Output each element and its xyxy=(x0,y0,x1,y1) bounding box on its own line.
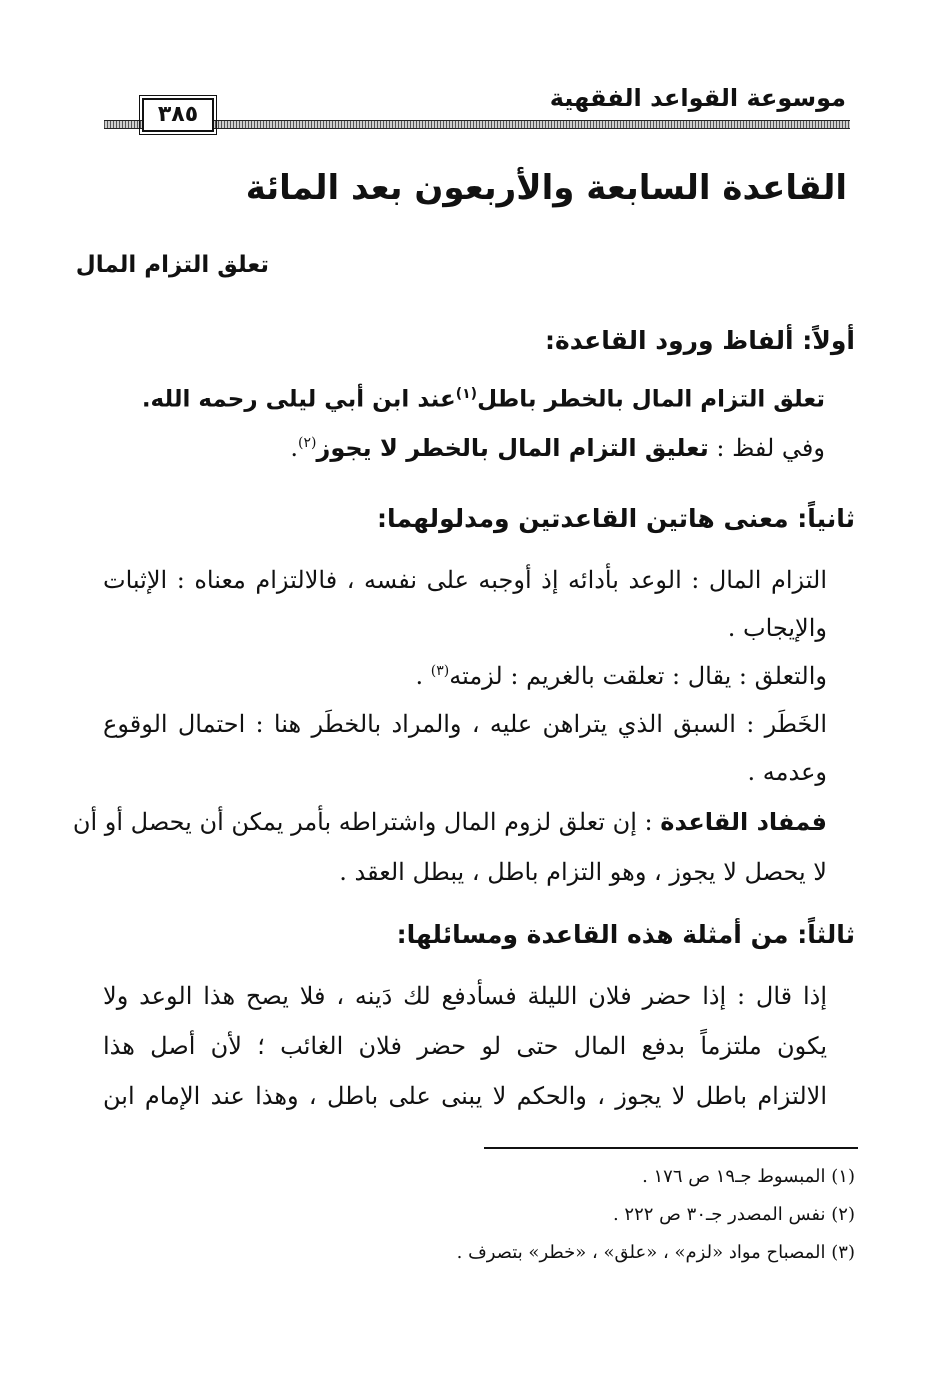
section1-line1 xyxy=(142,386,825,413)
section2-p3-line2: وعدمه . xyxy=(747,758,827,786)
footnote-ref-3: (٣) xyxy=(430,663,450,679)
book-title: موسوعة القواعد الفقهية xyxy=(549,84,846,112)
p4-label: فمفاد القاعدة xyxy=(660,808,827,836)
section1-line2 xyxy=(290,434,825,462)
footnote-3: (٣) المصباح مواد «لزم» ، «علق» ، «خطر» بتصرف . xyxy=(456,1242,855,1263)
section2-heading: ثانياً: معنى هاتين القاعدتين ومدلولهما: xyxy=(377,504,855,533)
page-header xyxy=(100,80,850,140)
header-rule xyxy=(104,120,850,129)
section3-line3: الالتزام باطل لا يجوز ، والحكم لا يبنى على باطل ، وهذا عند الإمام ابن xyxy=(103,1082,827,1110)
section1-heading: أولاً: ألفاظ ورود القاعدة: xyxy=(544,326,855,355)
section2-p2 xyxy=(415,662,827,690)
section2-p4-line2: لا يحصل لا يجوز ، وهو التزام باطل ، يبطل العقد . xyxy=(339,858,827,886)
footnote-ref-1: (١) xyxy=(455,386,478,402)
footnote-separator xyxy=(484,1147,858,1149)
section2-p4-line1 xyxy=(72,808,827,836)
alt-wording: تعليق التزام المال بالخطر لا يجوز xyxy=(316,434,709,462)
p2-end: . xyxy=(415,662,431,690)
rule-text: تعلق التزام المال بالخطر باطل xyxy=(477,386,825,413)
section2-p1-line2: والإيجاب . xyxy=(727,614,827,642)
p4-text: : إن تعلق لزوم المال واشتراطه بأمر يمكن أن يحصل أو أن xyxy=(72,808,661,836)
main-title: القاعدة السابعة والأربعون بعد المائة xyxy=(245,168,847,208)
footnote-ref-2: (٢) xyxy=(298,435,317,451)
section3-heading: ثالثاً: من أمثلة هذه القاعدة ومسائلها: xyxy=(396,920,855,949)
rule-text-rest: عند ابن أبي ليلى رحمه الله. xyxy=(141,386,456,413)
footnote-1: (١) المبسوط جـ١٩ ص ١٧٦ . xyxy=(642,1166,855,1187)
alt-wording-end: . xyxy=(290,434,299,462)
alt-wording-prefix: وفي لفظ : xyxy=(708,434,825,462)
section2-p3-line1: الخَطَر : السبق الذي يتراهن عليه ، والمراد بالخطَر هنا : احتمال الوقوع xyxy=(103,710,827,738)
rule-name: تعلق التزام المال xyxy=(75,252,269,278)
p2-text: والتعلق : يقال : تعلقت بالغريم : لزمته xyxy=(449,662,827,690)
page-number: ٣٨٥ xyxy=(142,98,214,132)
footnote-2: (٢) نفس المصدر جـ٣٠ ص ٢٢٢ . xyxy=(612,1204,855,1225)
section3-line1: إذا قال : إذا حضر فلان الليلة فسأدفع لك دَينه ، فلا يصح هذا الوعد ولا xyxy=(103,982,827,1010)
section3-line2: يكون ملتزماً بدفع المال حتى لو حضر فلان الغائب ؛ لأن أصل هذا xyxy=(103,1032,827,1060)
section2-p1-line1: التزام المال : الوعد بأدائه إذ أوجبه على نفسه ، فالالتزام معناه : الإثبات xyxy=(103,566,827,594)
